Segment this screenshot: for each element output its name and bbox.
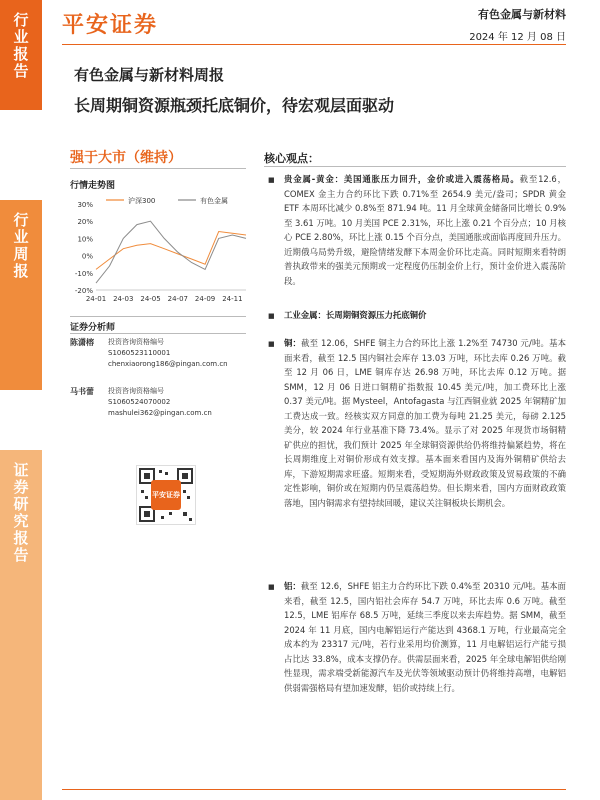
- analyst-section-title: 证券分析师: [70, 323, 116, 333]
- analyst-email: chenxiaorong186@pingan.com.cn: [108, 360, 228, 368]
- para-body: 截至 12.6，SHFE 铝主力合约环比下跌 0.4%至 20310 元/吨。基本面来看，截至 12.5，国内铝社会库存 54.7 万吨，环比去库 0.6 万吨。截至 12.5，LME 铝库存 68.5 万吨，延续三季度以来去库趋势。据 SMM，截至 2024 年 11 月底，国内电解铝运行产能达到 4368.1 万吨，行业最高完全成本约为 23317 元/吨，若行业采用均价测算，11 月电解铝运行产能亏损占比达 33.8%，成本支撑仍存。供需层面来看，2025 年全球电解铝供给刚性显现，需求端受新能源汽车及光伏等领域驱动预计仍将维持高增，电解铝供弱需强格局有望加速发酵，铝价或持续上行。: [284, 581, 567, 693]
- para-body: 截至 12.06，SHFE 铜主力合约环比上涨 1.2%至 74730 元/吨。基本面来看，截至 12.5 国内铜社会库存 13.03 万吨，环比去库 0.26 万吨。截至 12 月 06 日，LME 铜库存达 26.98 万吨，环比去库 0.12 万吨。据 SMM，12 月 06 日进口铜精矿指数报 10.45 美元/吨，加工费环比上涨 0.37 美元/吨。据 Mysteel，Antofagasta 与江西铜业就 2025 年铜精矿加工费达成一致。经核实双方同意的加工费为每吨 21.25 美元，每磅 2.125 美分，较 2024 年行业基准下降 73.4%。显示了对 2025 年现货市场铜精矿供应的担忧，我们预计 2025 年全球铜资源供给仍将维持偏紧趋势，将在长周期维度上对铜价形成有效支撑。基本面来看国内及海外铜精矿供给去库，下游短期需求旺盛。短期来看，受短期海外财政政策及贸易政策的不确定性影响，铜价或在短期内仍呈震荡趋势。但长期来看，国内方面财政政策落地，国内铜需求有望持续回暖，建议关注铜板块长期机会。: [284, 338, 567, 508]
- x-tick-label: 24-01: [85, 295, 107, 303]
- x-tick-label: 24-07: [167, 295, 188, 303]
- analyst-card: [70, 337, 250, 377]
- analyst-card: [70, 386, 250, 426]
- y-tick-label: 10%: [77, 235, 93, 244]
- report-type: 有色金属与新材料周报: [74, 66, 225, 84]
- para-body: 截至12.6，COMEX 金主力合约环比下跌 0.71%至 2654.9 美元/盎司；SPDR 黄金 ETF 本周环比减少 0.8%至 871.94 吨。11 月全球黄金储备同比增长 0.9%至 3.61 万吨。10 月美国 PCE 2.31%，环比上涨 0.21 个百分点；10 月核心 PCE 2.80%，环比上涨 0.15 个百分点，美国通胀或面临再度回升压力。近期俄乌局势升级，避险情绪发酵下本周金价环比走高。同时短期来看特朗普执政带来的强美元预期或一定程度仍压制金价上行，预计金价进入震荡阶段。: [284, 174, 566, 286]
- chart-divider: [70, 316, 246, 317]
- analyst-cert-number: S1060524070002: [108, 398, 171, 406]
- header-date: 2024 年 12 月 08 日: [469, 32, 566, 43]
- legend-label: 沪深300: [128, 197, 156, 205]
- side-band-gap: [0, 390, 42, 450]
- x-tick-label: 24-11: [222, 295, 243, 303]
- header-category: 有色金属与新材料: [478, 8, 566, 21]
- bullet-icon: ■: [268, 176, 275, 184]
- market-trend-chart: [70, 192, 250, 312]
- side-band: [0, 0, 42, 800]
- para-copper: [284, 336, 566, 510]
- analyst-cert-number: S1060523110001: [108, 349, 171, 357]
- y-tick-label: -20%: [74, 287, 93, 295]
- x-tick-label: 24-05: [140, 295, 161, 303]
- para-heading: 铝：: [284, 581, 301, 591]
- bullet-icon: ■: [268, 340, 275, 348]
- analyst-name: 马书蕾: [70, 387, 94, 396]
- y-tick-label: 30%: [77, 201, 93, 209]
- core-viewpoints-title: 核心观点：: [264, 152, 319, 165]
- chart-title: 行情走势图: [70, 181, 116, 191]
- trend-chart-svg: [70, 192, 250, 312]
- para-heading: 工业金属：长周期铜资源压力托底铜价: [284, 310, 427, 320]
- para-aluminum: [284, 579, 566, 695]
- footer-divider: [62, 789, 566, 790]
- para-gold: [284, 172, 566, 288]
- y-tick-label: 0%: [81, 252, 93, 261]
- company-logo: 平安证券: [62, 12, 159, 38]
- y-tick-label: 20%: [77, 218, 93, 227]
- side-band-label: 行业周报: [11, 212, 30, 280]
- side-band-industry-report: [0, 0, 42, 110]
- analyst-cert-label: 投资咨询资格编号: [108, 338, 164, 346]
- para-heading: 铜：: [284, 338, 302, 348]
- analyst-divider: [70, 333, 246, 334]
- industry-rating: 强于大市（维持）: [70, 150, 182, 166]
- side-band-label: 行业报告: [11, 12, 30, 80]
- side-band-weekly: [0, 200, 42, 390]
- report-title: 长周期铜资源瓶颈托底铜价，待宏观层面驱动: [74, 96, 395, 115]
- side-band-research: [0, 450, 42, 800]
- bullet-icon: ■: [268, 583, 275, 591]
- x-tick-label: 24-03: [113, 295, 134, 303]
- x-tick-label: 24-09: [194, 295, 216, 303]
- side-band-label: 证券研究报告: [11, 462, 30, 564]
- qr-logo-badge: 平安证券: [151, 480, 181, 510]
- analyst-email: mashulei362@pingan.com.cn: [108, 409, 212, 417]
- y-tick-label: -10%: [74, 269, 93, 278]
- bullet-icon: ■: [268, 312, 275, 320]
- qr-code: [136, 465, 196, 525]
- para-industrial: [284, 308, 566, 323]
- legend-label: 有色金属: [200, 197, 228, 205]
- analyst-name: 陈潇榕: [70, 338, 94, 347]
- side-band-gap: [0, 110, 42, 200]
- core-divider: [264, 166, 566, 167]
- header-meta: [469, 6, 566, 43]
- header-divider: [62, 44, 566, 45]
- rating-divider: [70, 168, 246, 169]
- para-heading: 贵金属-黄金：美国通胀压力回升，金价或进入震荡格局。: [284, 174, 520, 184]
- analyst-cert-label: 投资咨询资格编号: [108, 387, 164, 395]
